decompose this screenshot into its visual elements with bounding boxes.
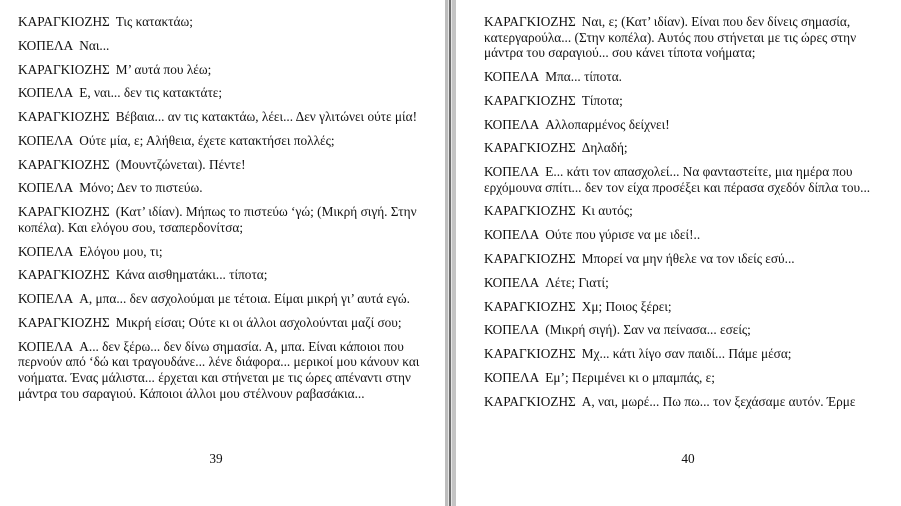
speaker-name: ΚΟΠΕΛΑ bbox=[18, 37, 74, 53]
dialogue-line bbox=[18, 109, 420, 125]
speaker-name: ΚΟΠΕΛΑ bbox=[484, 164, 540, 180]
speaker-name: ΚΟΠΕΛΑ bbox=[18, 338, 74, 354]
dialogue-line bbox=[484, 370, 890, 386]
dialogue-text: Ναι, ε; (Κατ’ ιδίαν). Είναι που δεν δίνεις σημασία, κατεργαρούλα... (Στην κοπέλα). Αυτός που στήνεται με τις ώρες στην μάντρα του σαραγιού... σου κάνει τίποτα νοήματα; bbox=[484, 14, 857, 61]
dialogue-text: Κάνα αισθηματάκι... τίποτα; bbox=[115, 267, 268, 283]
speaker-name: ΚΑΡΑΓΚΙΟΖΗΣ bbox=[18, 156, 110, 172]
speaker-name: ΚΟΠΕΛΑ bbox=[484, 227, 540, 243]
left-page bbox=[0, 0, 443, 506]
dialogue-text: Α... δεν ξέρω... δεν δίνω σημασία. Α, μπα. Είναι κάποιοι που περνούν από ‘δώ και τραγουδάνε... λένε διάφορα... μερικοί μου κάνουν και νοήματα. Ένας μάλιστα... έρχεται και στήνεται με τις ώρες απέναντι στην μάντρα του σαραγιού. Κάποιοι άλλοι μου στέλνουν ραβασάκια... bbox=[18, 338, 420, 401]
dialogue-line bbox=[484, 251, 890, 267]
right-page bbox=[458, 0, 901, 506]
dialogue-line bbox=[484, 322, 890, 338]
dialogue-text: Εμ’; Περιμένει κι ο μπαμπάς, ε; bbox=[545, 369, 715, 385]
speaker-name: ΚΟΠΕΛΑ bbox=[484, 68, 540, 84]
speaker-name: ΚΟΠΕΛΑ bbox=[484, 369, 540, 385]
dialogue-text: Α, ναι, μωρέ... Πω πω... τον ξεχάσαμε αυτόν. Έρμε bbox=[581, 393, 856, 409]
dialogue-line bbox=[484, 140, 890, 156]
dialogue-line bbox=[18, 339, 420, 401]
dialogue-line bbox=[484, 227, 890, 243]
speaker-name: ΚΟΠΕΛΑ bbox=[18, 180, 74, 196]
dialogue-text: Ε... κάτι τον απασχολεί... Να φανταστείτε, μια ημέρα που ερχόμουνα σπίτι... δεν τον είχα προσέξει και πέρασα σχεδόν δίπλα του... bbox=[484, 164, 871, 195]
dialogue-line bbox=[18, 133, 420, 149]
dialogue-text: (Μουντζώνεται). Πέντε! bbox=[115, 156, 246, 172]
dialogue-line bbox=[484, 93, 890, 109]
dialogue-line bbox=[484, 275, 890, 291]
dialogue-text: Α, μπα... δεν ασχολούμαι με τέτοια. Είμαι μικρή γι’ αυτά εγώ. bbox=[79, 291, 410, 307]
dialogue-line bbox=[18, 14, 420, 30]
speaker-name: ΚΑΡΑΓΚΙΟΖΗΣ bbox=[18, 109, 110, 125]
page-spine-divider bbox=[443, 0, 458, 506]
speaker-name: ΚΑΡΑΓΚΙΟΖΗΣ bbox=[18, 204, 110, 220]
speaker-name: ΚΟΠΕΛΑ bbox=[18, 85, 74, 101]
dialogue-text: Μχ... κάτι λίγο σαν παιδί... Πάμε μέσα; bbox=[581, 346, 792, 362]
dialogue-line bbox=[18, 267, 420, 283]
speaker-name: ΚΟΠΕΛΑ bbox=[484, 322, 540, 338]
speaker-name: ΚΑΡΑΓΚΙΟΖΗΣ bbox=[18, 314, 110, 330]
speaker-name: ΚΑΡΑΓΚΙΟΖΗΣ bbox=[484, 251, 576, 267]
dialogue-line bbox=[18, 85, 420, 101]
dialogue-text: Ε, ναι... δεν τις κατακτάτε; bbox=[79, 85, 223, 101]
dialogue-line bbox=[484, 14, 890, 61]
dialogue-line bbox=[18, 244, 420, 260]
speaker-name: ΚΟΠΕΛΑ bbox=[18, 132, 74, 148]
dialogue-text: Μόνο; Δεν το πιστεύω. bbox=[79, 180, 203, 196]
left-page-text bbox=[18, 14, 420, 409]
speaker-name: ΚΑΡΑΓΚΙΟΖΗΣ bbox=[18, 61, 110, 77]
dialogue-line bbox=[484, 394, 890, 410]
speaker-name: ΚΑΡΑΓΚΙΟΖΗΣ bbox=[484, 298, 576, 314]
dialogue-line bbox=[484, 117, 890, 133]
speaker-name: ΚΟΠΕΛΑ bbox=[484, 274, 540, 290]
dialogue-text: Αλλοπαρμένος δείχνει! bbox=[545, 116, 670, 132]
dialogue-line bbox=[484, 203, 890, 219]
page-number-right: 40 bbox=[681, 451, 695, 466]
dialogue-line bbox=[18, 62, 420, 78]
speaker-name: ΚΟΠΕΛΑ bbox=[18, 243, 74, 259]
page-number-left: 39 bbox=[209, 451, 223, 466]
dialogue-text: Μικρή είσαι; Ούτε κι οι άλλοι ασχολούνται μαζί σου; bbox=[115, 314, 402, 330]
speaker-name: ΚΑΡΑΓΚΙΟΖΗΣ bbox=[484, 92, 576, 108]
dialogue-line bbox=[18, 180, 420, 196]
dialogue-line bbox=[18, 38, 420, 54]
dialogue-line bbox=[18, 204, 420, 235]
dialogue-text: (Κατ’ ιδίαν). Μήπως το πιστεύω ‘γώ; (Μικρή σιγή. Στην κοπέλα). Και ελόγου σου, τσαπερδονίτσα; bbox=[18, 204, 417, 235]
dialogue-text: Μπα... τίποτα. bbox=[545, 68, 622, 84]
dialogue-line bbox=[484, 299, 890, 315]
speaker-name: ΚΑΡΑΓΚΙΟΖΗΣ bbox=[484, 346, 576, 362]
dialogue-text: Ναι... bbox=[79, 37, 110, 53]
dialogue-text: (Μικρή σιγή). Σαν να πείνασα... εσείς; bbox=[545, 322, 751, 338]
dialogue-text: Τίποτα; bbox=[581, 92, 623, 108]
speaker-name: ΚΑΡΑΓΚΙΟΖΗΣ bbox=[484, 203, 576, 219]
speaker-name: ΚΟΠΕΛΑ bbox=[484, 116, 540, 132]
dialogue-line bbox=[484, 69, 890, 85]
dialogue-text: Τις κατακτάω; bbox=[115, 14, 193, 29]
right-page-text bbox=[484, 14, 890, 418]
dialogue-text: Δηλαδή; bbox=[581, 140, 628, 156]
dialogue-text: Βέβαια... αν τις κατακτάω, λέει... Δεν γλιτώνει ούτε μία! bbox=[115, 109, 418, 125]
speaker-name: ΚΟΠΕΛΑ bbox=[18, 291, 74, 307]
speaker-name: ΚΑΡΑΓΚΙΟΖΗΣ bbox=[484, 393, 576, 409]
speaker-name: ΚΑΡΑΓΚΙΟΖΗΣ bbox=[18, 14, 110, 29]
dialogue-text: Μπορεί να μην ήθελε να τον ιδείς εσύ... bbox=[581, 251, 795, 267]
dialogue-line bbox=[484, 346, 890, 362]
dialogue-text: Ελόγου μου, τι; bbox=[79, 243, 163, 259]
dialogue-line bbox=[484, 164, 890, 195]
dialogue-text: Κι αυτός; bbox=[581, 203, 633, 219]
dialogue-text: Ούτε που γύρισε να με ιδεί!.. bbox=[545, 227, 701, 243]
dialogue-line bbox=[18, 315, 420, 331]
dialogue-text: Χμ; Ποιος ξέρει; bbox=[581, 298, 672, 314]
dialogue-text: Ούτε μία, ε; Αλήθεια, έχετε κατακτήσει πολλές; bbox=[79, 132, 335, 148]
speaker-name: ΚΑΡΑΓΚΙΟΖΗΣ bbox=[484, 140, 576, 156]
dialogue-line bbox=[18, 157, 420, 173]
speaker-name: ΚΑΡΑΓΚΙΟΖΗΣ bbox=[484, 14, 576, 29]
dialogue-text: Μ’ αυτά που λέω; bbox=[115, 61, 212, 77]
dialogue-text: Λέτε; Γιατί; bbox=[545, 274, 609, 290]
dialogue-line bbox=[18, 291, 420, 307]
speaker-name: ΚΑΡΑΓΚΙΟΖΗΣ bbox=[18, 267, 110, 283]
